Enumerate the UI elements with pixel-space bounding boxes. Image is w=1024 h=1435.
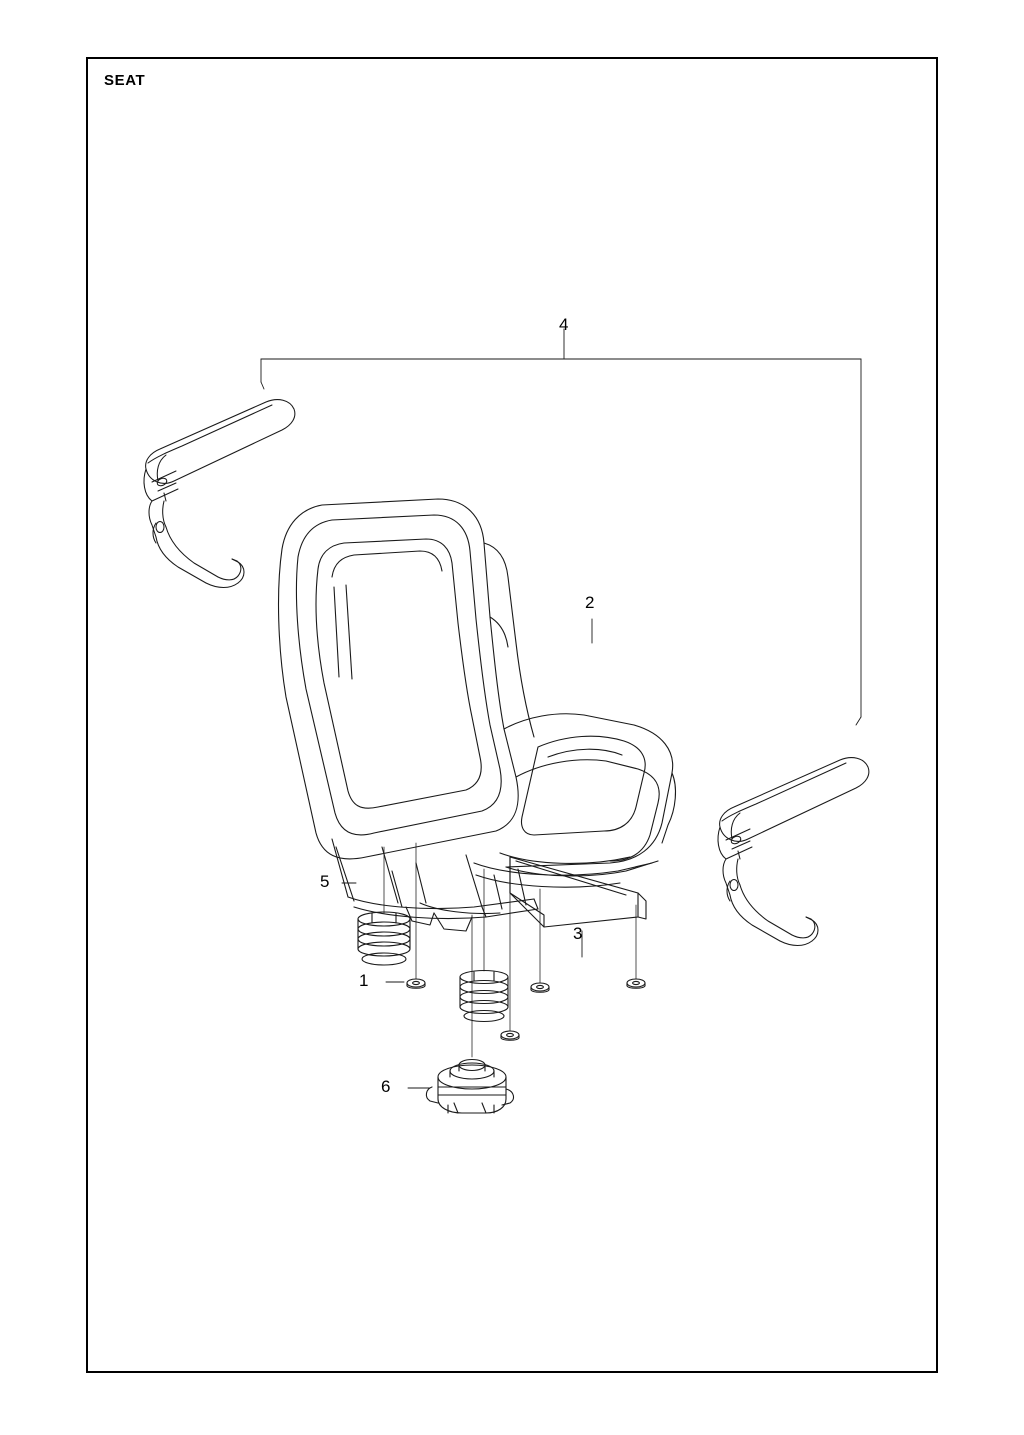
armrest-right (718, 758, 869, 946)
seat-exploded-diagram (86, 57, 938, 1373)
callout-label-4: 4 (559, 315, 569, 334)
callout-label-3: 3 (573, 924, 583, 943)
seat-assembly (279, 499, 676, 931)
washer-4 (501, 1031, 519, 1040)
callout-label-6: 6 (381, 1077, 391, 1096)
armrest-left (144, 400, 295, 588)
washer-3 (627, 979, 645, 988)
callout-label-1: 1 (359, 971, 369, 990)
seat-switch (426, 1060, 513, 1114)
spring-damper-right (460, 971, 508, 1022)
washer-2 (531, 983, 549, 992)
callout-label-5: 5 (320, 872, 330, 891)
washer-1 (407, 979, 425, 988)
spring-damper-left (358, 912, 410, 965)
sheet-title: SEAT (104, 72, 146, 89)
callout-label-2: 2 (585, 593, 595, 612)
